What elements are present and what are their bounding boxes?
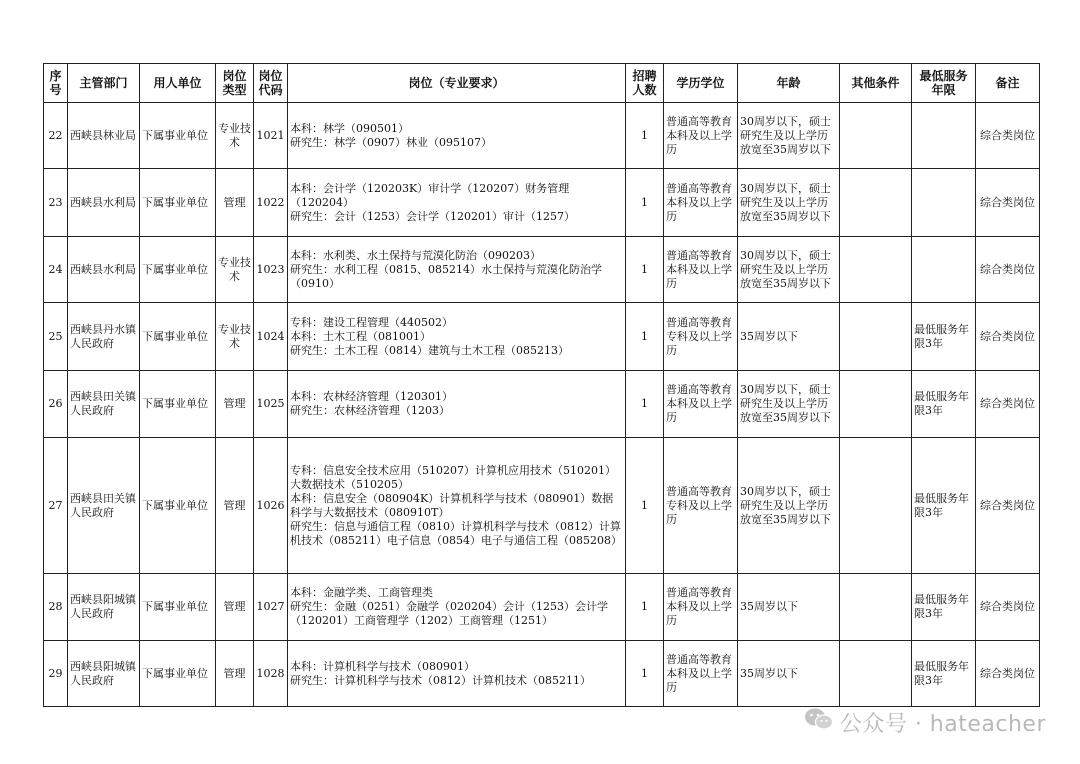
cell-age: 30周岁以下，硕士研究生及以上学历放宽至35周岁以下 [738,169,840,237]
wechat-icon [804,706,834,738]
cell-seq: 22 [44,103,68,169]
requirement-line: 本科：计算机科学与技术（080901） [290,659,475,673]
cell-requirement [288,641,626,707]
cell-age: 30周岁以下，硕士研究生及以上学历放宽至35周岁以下 [738,371,840,438]
cell-count: 1 [626,303,664,371]
cell-code: 1025 [254,371,288,438]
cell-code: 1022 [254,169,288,237]
cell-service [912,169,976,237]
cell-note: 综合类岗位 [976,237,1040,303]
cell-unit: 下属事业单位 [140,169,216,237]
requirement-line: 本科：水利类、水土保持与荒漠化防治（090203） [290,248,541,262]
cell-seq: 23 [44,169,68,237]
cell-unit: 下属事业单位 [140,574,216,641]
requirement-line: 研究生：林学（0907）林业（095107） [290,135,492,149]
cell-note: 综合类岗位 [976,574,1040,641]
table-row [44,103,1040,169]
cell-requirement [288,237,626,303]
cell-requirement [288,371,626,438]
col-header-age: 年龄 [738,64,840,103]
cell-seq: 26 [44,371,68,438]
cell-age: 30周岁以下，硕士研究生及以上学历放宽至35周岁以下 [738,103,840,169]
cell-age: 35周岁以下 [738,641,840,707]
cell-age: 35周岁以下 [738,574,840,641]
cell-unit: 下属事业单位 [140,237,216,303]
cell-type: 专业技术 [216,103,254,169]
table-row [44,574,1040,641]
cell-seq: 27 [44,438,68,574]
cell-note: 综合类岗位 [976,303,1040,371]
requirement-line: 本科：林学（090501） [290,121,409,135]
cell-seq: 28 [44,574,68,641]
cell-note: 综合类岗位 [976,641,1040,707]
cell-dept: 西峡县水利局 [68,169,140,237]
cell-other [840,303,912,371]
header-row [44,64,1040,103]
cell-age: 30周岁以下，硕士研究生及以上学历放宽至35周岁以下 [738,237,840,303]
cell-code: 1028 [254,641,288,707]
requirement-line: 研究生：水利工程（0815、085214）水土保持与荒漠化防治学（0910） [290,262,602,290]
table-row [44,641,1040,707]
cell-education: 普通高等教育本科及以上学历 [664,371,738,438]
cell-other [840,237,912,303]
cell-type: 管理 [216,371,254,438]
cell-service [912,103,976,169]
cell-dept: 西峡县阳城镇人民政府 [68,641,140,707]
cell-other [840,103,912,169]
col-header-service: 最低服务年限 [912,64,976,103]
cell-other [840,438,912,574]
requirement-line: 研究生：土木工程（0814）建筑与土木工程（085213） [290,343,569,357]
cell-type: 专业技术 [216,237,254,303]
requirement-line: 研究生：计算机科学与技术（0812）计算机技术（085211） [290,673,591,687]
cell-dept: 西峡县水利局 [68,237,140,303]
cell-service: 最低服务年限3年 [912,303,976,371]
cell-service: 最低服务年限3年 [912,574,976,641]
job-table [43,63,1040,707]
cell-count: 1 [626,438,664,574]
requirement-line: 专科：信息安全技术应用（510207）计算机应用技术（510201）大数据技术（510205） [290,463,616,491]
cell-unit: 下属事业单位 [140,438,216,574]
col-header-dept: 主管部门 [68,64,140,103]
requirement-line: 研究生：信息与通信工程（0810）计算机科学与技术（0812）计算机技术（085211）电子信息（0854）电子与通信工程（085208） [290,519,622,547]
cell-count: 1 [626,371,664,438]
cell-education: 普通高等教育本科及以上学历 [664,574,738,641]
cell-service: 最低服务年限3年 [912,641,976,707]
requirement-line: 本科：土木工程（081001） [290,329,431,343]
cell-type: 管理 [216,169,254,237]
cell-requirement [288,169,626,237]
cell-type: 管理 [216,641,254,707]
cell-unit: 下属事业单位 [140,371,216,438]
table-row [44,438,1040,574]
col-header-count: 招聘人数 [626,64,664,103]
cell-note: 综合类岗位 [976,438,1040,574]
requirement-line: 研究生：农林经济管理（1203） [290,404,450,417]
table-row [44,237,1040,303]
col-header-seq: 序号 [44,64,68,103]
col-header-code: 岗位代码 [254,64,288,103]
cell-type: 管理 [216,574,254,641]
table-row [44,169,1040,237]
col-header-type: 岗位类型 [216,64,254,103]
cell-note: 综合类岗位 [976,103,1040,169]
table-row [44,303,1040,371]
cell-count: 1 [626,641,664,707]
requirement-line: 本科：会计学（120203K）审计学（120207）财务管理（120204） [290,181,570,209]
watermark-text: 公众号 · hateacher [839,711,1046,737]
cell-unit: 下属事业单位 [140,641,216,707]
cell-education: 普通高等教育本科及以上学历 [664,169,738,237]
requirement-line: 研究生：金融（0251）金融学（020204）会计（1253）会计学（120201）工商管理学（1202）工商管理（1251） [290,600,608,627]
table-body [44,103,1040,707]
cell-service [912,237,976,303]
cell-dept: 西峡县林业局 [68,103,140,169]
cell-note: 综合类岗位 [976,371,1040,438]
cell-education: 普通高等教育本科及以上学历 [664,641,738,707]
cell-seq: 25 [44,303,68,371]
cell-code: 1021 [254,103,288,169]
requirement-line: 本科：信息安全（080904K）计算机科学与技术（080901）数据科学与大数据技术（080910T） [290,491,614,519]
cell-age: 30周岁以下，硕士研究生及以上学历放宽至35周岁以下 [738,438,840,574]
cell-service: 最低服务年限3年 [912,438,976,574]
cell-code: 1027 [254,574,288,641]
cell-seq: 24 [44,237,68,303]
requirement-line: 专科：建设工程管理（440502） [290,315,453,329]
cell-requirement [288,103,626,169]
requirement-line: 本科：农林经济管理（120301） [290,390,453,403]
col-header-unit: 用人单位 [140,64,216,103]
cell-age: 35周岁以下 [738,303,840,371]
cell-type: 专业技术 [216,303,254,371]
cell-unit: 下属事业单位 [140,303,216,371]
requirement-line: 研究生：会计（1253）会计学（120201）审计（1257） [290,209,575,223]
cell-code: 1026 [254,438,288,574]
cell-other [840,371,912,438]
cell-service: 最低服务年限3年 [912,371,976,438]
cell-other [840,169,912,237]
table-row [44,371,1040,438]
col-header-education: 学历学位 [664,64,738,103]
cell-requirement [288,438,626,574]
cell-dept: 西峡县田关镇人民政府 [68,438,140,574]
cell-education: 普通高等教育本科及以上学历 [664,103,738,169]
cell-education: 普通高等教育专科及以上学历 [664,438,738,574]
cell-requirement [288,574,626,641]
cell-count: 1 [626,574,664,641]
cell-other [840,574,912,641]
cell-count: 1 [626,237,664,303]
col-header-other: 其他条件 [840,64,912,103]
col-header-requirement: 岗位（专业要求） [288,64,626,103]
cell-other [840,641,912,707]
cell-dept: 西峡县阳城镇人民政府 [68,574,140,641]
cell-education: 普通高等教育专科及以上学历 [664,303,738,371]
cell-count: 1 [626,103,664,169]
cell-education: 普通高等教育本科及以上学历 [664,237,738,303]
watermark [804,706,1046,738]
cell-dept: 西峡县丹水镇人民政府 [68,303,140,371]
cell-type: 管理 [216,438,254,574]
requirement-line: 本科：金融学类、工商管理类 [290,586,433,599]
cell-count: 1 [626,169,664,237]
cell-seq: 29 [44,641,68,707]
cell-code: 1023 [254,237,288,303]
cell-note: 综合类岗位 [976,169,1040,237]
cell-unit: 下属事业单位 [140,103,216,169]
cell-code: 1024 [254,303,288,371]
col-header-note: 备注 [976,64,1040,103]
cell-dept: 西峡县田关镇人民政府 [68,371,140,438]
cell-requirement [288,303,626,371]
